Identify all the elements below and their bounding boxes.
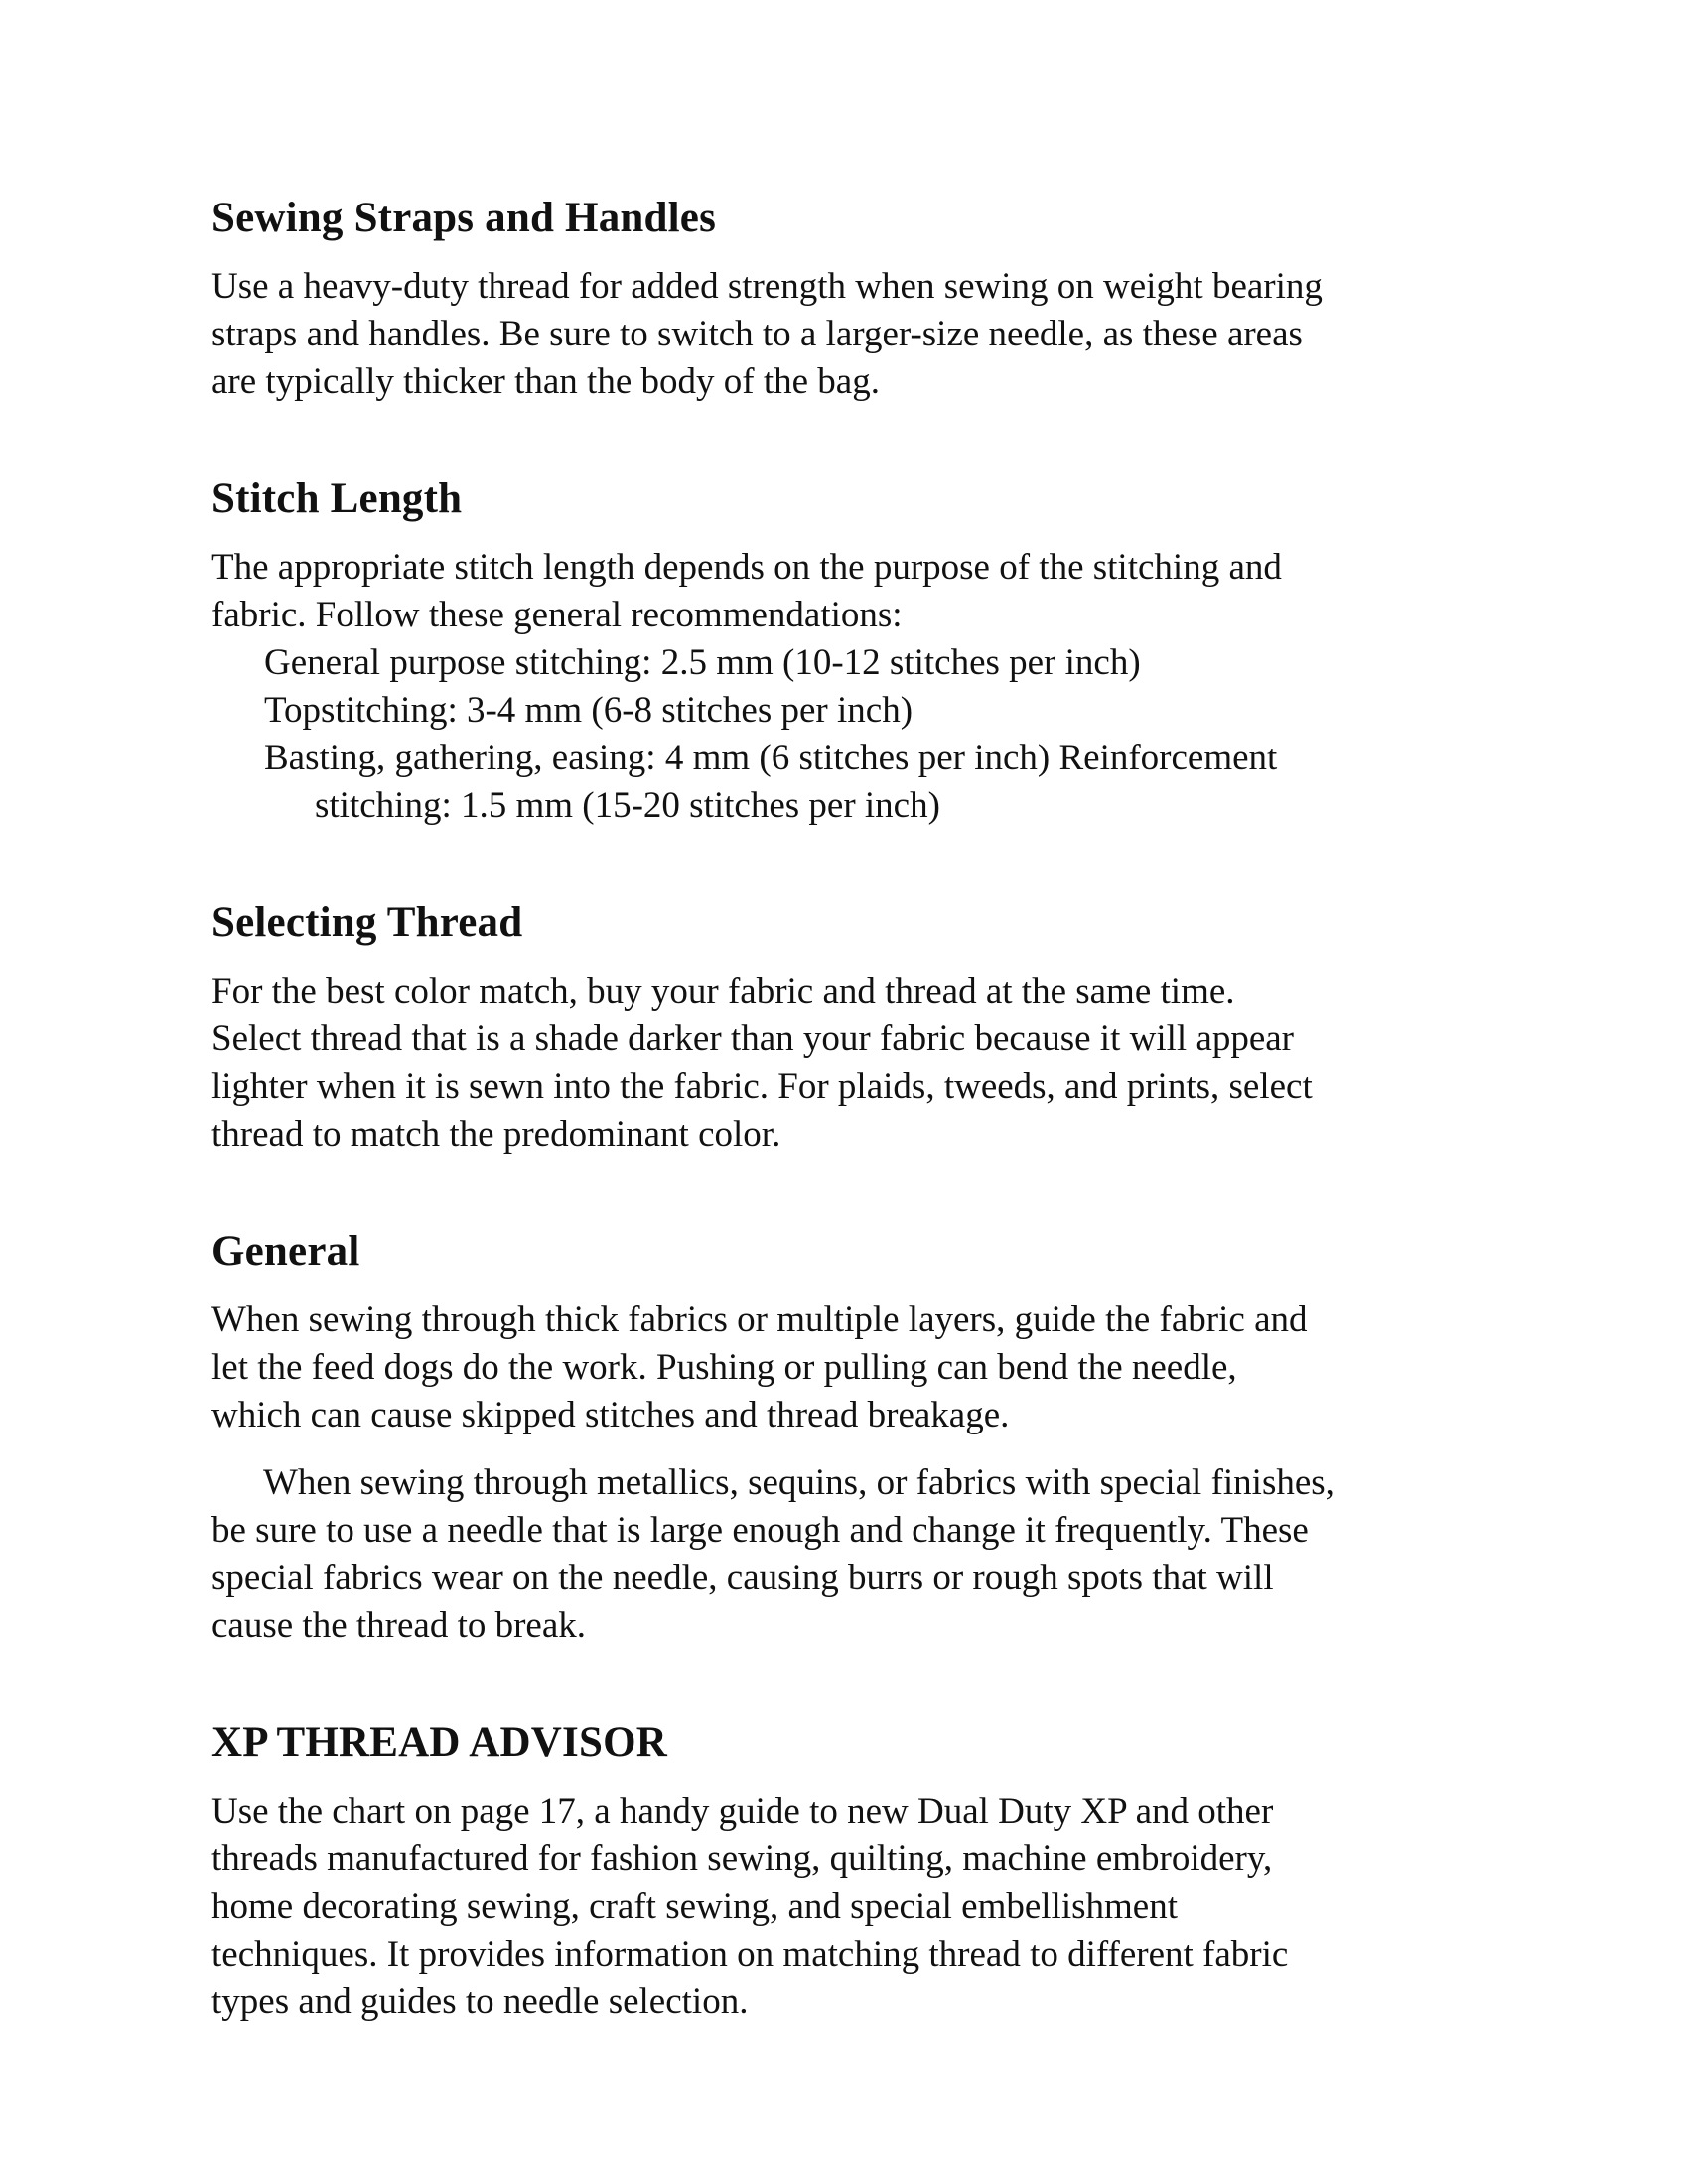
section-paragraph [211, 968, 1502, 1159]
list-item: Basting, gathering, easing: 4 mm (6 stitches per inch) Reinforcement [264, 738, 1278, 778]
text-line: For the best color match, buy your fabric and thread at the same time. [211, 971, 1235, 1012]
section-general [211, 1228, 1502, 1650]
text-line: straps and handles. Be sure to switch to a larger-size needle, as these areas [211, 314, 1303, 354]
text-line: types and guides to needle selection. [211, 1981, 749, 2022]
text-line: fabric. Follow these general recommendations: [211, 595, 903, 635]
text-line: let the feed dogs do the work. Pushing or pulling can bend the needle, [211, 1347, 1237, 1388]
section-heading: Sewing Straps and Handles [211, 195, 717, 241]
text-line: home decorating sewing, craft sewing, and special embellishment [211, 1886, 1179, 1927]
section-selecting-thread [211, 899, 1502, 1159]
text-line: The appropriate stitch length depends on the purpose of the stitching and [211, 547, 1282, 588]
text-line: which can cause skipped stitches and thread breakage. [211, 1395, 1010, 1435]
text-line: Select thread that is a shade darker than your fabric because it will appear [211, 1019, 1295, 1059]
text-line: thread to match the predominant color. [211, 1114, 781, 1155]
section-paragraph [211, 263, 1502, 406]
text-line: techniques. It provides information on matching thread to different fabric [211, 1934, 1289, 1975]
list-item-continuation: stitching: 1.5 mm (15-20 stitches per inch) [315, 785, 940, 826]
text-line: threads manufactured for fashion sewing, quilting, machine embroidery, [211, 1839, 1273, 1879]
text-line: cause the thread to break. [211, 1605, 587, 1646]
document-page [211, 195, 1502, 2026]
text-line: When sewing through metallics, sequins, or fabrics with special finishes, [263, 1462, 1335, 1503]
text-line: Use a heavy-duty thread for added strength when sewing on weight bearing [211, 266, 1323, 307]
text-line: be sure to use a needle that is large enough and change it frequently. These [211, 1510, 1309, 1551]
text-line: When sewing through thick fabrics or multiple layers, guide the fabric and [211, 1299, 1308, 1340]
text-line: are typically thicker than the body of the bag. [211, 361, 880, 402]
section-heading: XP THREAD ADVISOR [211, 1719, 667, 1766]
section-heading: General [211, 1228, 360, 1275]
section-sewing-straps [211, 195, 1502, 406]
section-paragraph [211, 1459, 1502, 1650]
section-heading: Stitch Length [211, 476, 463, 522]
list-item: Topstitching: 3-4 mm (6-8 stitches per inch) [264, 690, 914, 731]
text-line: lighter when it is sewn into the fabric. For plaids, tweeds, and prints, select [211, 1066, 1313, 1107]
list-item: General purpose stitching: 2.5 mm (10-12 stitches per inch) [264, 642, 1141, 683]
section-paragraph [211, 1297, 1502, 1439]
section-paragraph [211, 1788, 1502, 2026]
text-line: Use the chart on page 17, a handy guide to new Dual Duty XP and other [211, 1791, 1274, 1832]
section-paragraph [211, 544, 1502, 830]
section-heading: Selecting Thread [211, 899, 523, 946]
section-xp-thread-advisor [211, 1719, 1502, 2026]
section-stitch-length [211, 476, 1502, 830]
text-line: special fabrics wear on the needle, causing burrs or rough spots that will [211, 1558, 1274, 1598]
